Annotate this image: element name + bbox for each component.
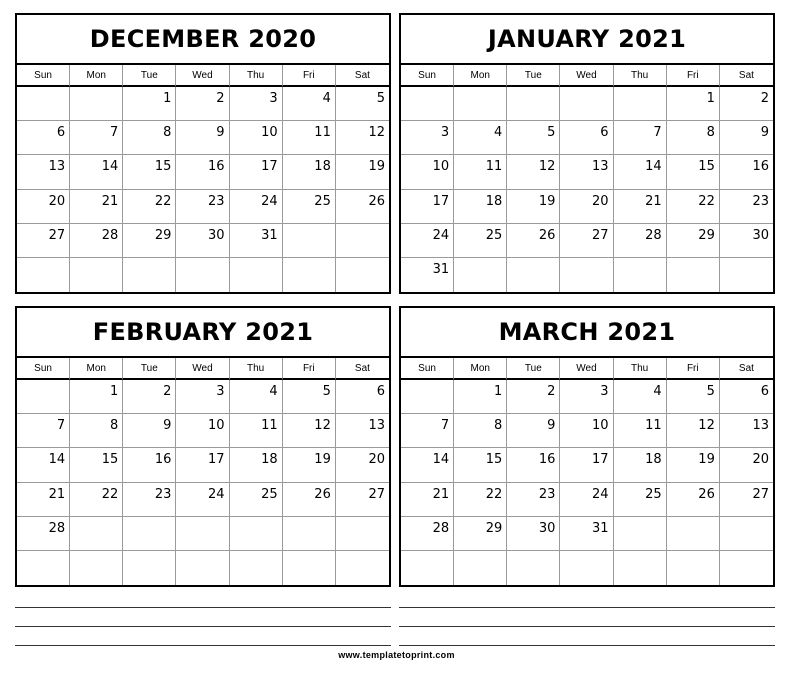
day-cell: 3 <box>401 121 454 155</box>
day-cell: 15 <box>123 155 176 189</box>
day-cell: 4 <box>614 380 667 414</box>
weekday-header: Sat <box>336 358 389 380</box>
weekday-header: Thu <box>614 358 667 380</box>
weekday-header: Wed <box>176 358 229 380</box>
day-cell: 25 <box>454 224 507 258</box>
day-cell: 30 <box>720 224 773 258</box>
day-cell: 2 <box>176 87 229 121</box>
day-cell: 30 <box>507 517 560 551</box>
day-cell: 6 <box>720 380 773 414</box>
day-cell: 12 <box>336 121 389 155</box>
day-cell: 14 <box>401 448 454 482</box>
empty-day-cell <box>283 551 336 585</box>
day-cell: 4 <box>454 121 507 155</box>
day-cell: 17 <box>230 155 283 189</box>
day-cell: 14 <box>70 155 123 189</box>
empty-day-cell <box>454 87 507 121</box>
day-cell: 5 <box>336 87 389 121</box>
weekday-header: Fri <box>283 65 336 87</box>
day-cell: 9 <box>176 121 229 155</box>
day-cell: 2 <box>507 380 560 414</box>
calendar-title: DECEMBER 2020 <box>17 15 389 65</box>
empty-day-cell <box>283 258 336 292</box>
empty-day-cell <box>70 517 123 551</box>
day-cell: 3 <box>230 87 283 121</box>
day-cell: 6 <box>17 121 70 155</box>
empty-day-cell <box>507 551 560 585</box>
day-cell: 18 <box>283 155 336 189</box>
day-cell: 7 <box>401 414 454 448</box>
weekday-header: Tue <box>123 65 176 87</box>
empty-day-cell <box>17 380 70 414</box>
calendar-march-2021 <box>399 306 775 587</box>
empty-day-cell <box>614 258 667 292</box>
day-cell: 19 <box>283 448 336 482</box>
calendar-grid <box>17 65 389 292</box>
empty-day-cell <box>336 258 389 292</box>
day-cell: 15 <box>70 448 123 482</box>
empty-day-cell <box>667 258 720 292</box>
day-cell: 6 <box>336 380 389 414</box>
empty-day-cell <box>283 224 336 258</box>
empty-day-cell <box>560 258 613 292</box>
day-cell: 28 <box>17 517 70 551</box>
day-cell: 21 <box>614 190 667 224</box>
day-cell: 20 <box>560 190 613 224</box>
day-cell: 9 <box>123 414 176 448</box>
day-cell: 5 <box>283 380 336 414</box>
day-cell: 16 <box>123 448 176 482</box>
day-cell: 28 <box>70 224 123 258</box>
day-cell: 3 <box>560 380 613 414</box>
weekday-header: Tue <box>507 358 560 380</box>
day-cell: 27 <box>17 224 70 258</box>
day-cell: 24 <box>230 190 283 224</box>
day-cell: 26 <box>507 224 560 258</box>
day-cell: 1 <box>123 87 176 121</box>
day-cell: 23 <box>507 483 560 517</box>
empty-day-cell <box>17 87 70 121</box>
day-cell: 24 <box>560 483 613 517</box>
day-cell: 15 <box>454 448 507 482</box>
calendar-december-2020 <box>15 13 391 294</box>
day-cell: 14 <box>614 155 667 189</box>
day-cell: 29 <box>123 224 176 258</box>
empty-day-cell <box>70 551 123 585</box>
calendar-title: MARCH 2021 <box>401 308 773 358</box>
weekday-header: Fri <box>283 358 336 380</box>
notes-line <box>15 607 391 608</box>
weekday-header: Wed <box>560 65 613 87</box>
empty-day-cell <box>401 380 454 414</box>
day-cell: 15 <box>667 155 720 189</box>
day-cell: 5 <box>507 121 560 155</box>
day-cell: 31 <box>230 224 283 258</box>
weekday-header: Thu <box>230 65 283 87</box>
day-cell: 25 <box>283 190 336 224</box>
weekday-header: Fri <box>667 65 720 87</box>
empty-day-cell <box>70 87 123 121</box>
weekday-header: Mon <box>70 358 123 380</box>
day-cell: 25 <box>614 483 667 517</box>
day-cell: 28 <box>614 224 667 258</box>
day-cell: 17 <box>560 448 613 482</box>
day-cell: 10 <box>401 155 454 189</box>
website-footer: www.templatetoprint.com <box>338 650 455 660</box>
weekday-header: Wed <box>176 65 229 87</box>
calendar-february-2021 <box>15 306 391 587</box>
day-cell: 23 <box>176 190 229 224</box>
weekday-header: Tue <box>507 65 560 87</box>
day-cell: 2 <box>123 380 176 414</box>
empty-day-cell <box>230 551 283 585</box>
empty-day-cell <box>614 517 667 551</box>
day-cell: 10 <box>560 414 613 448</box>
day-cell: 6 <box>560 121 613 155</box>
empty-day-cell <box>667 517 720 551</box>
day-cell: 19 <box>667 448 720 482</box>
day-cell: 24 <box>176 483 229 517</box>
empty-day-cell <box>176 517 229 551</box>
calendar-grid <box>401 358 773 585</box>
empty-day-cell <box>176 551 229 585</box>
day-cell: 12 <box>283 414 336 448</box>
day-cell: 7 <box>614 121 667 155</box>
day-cell: 9 <box>720 121 773 155</box>
empty-day-cell <box>614 551 667 585</box>
day-cell: 8 <box>70 414 123 448</box>
empty-day-cell <box>720 258 773 292</box>
empty-day-cell <box>507 258 560 292</box>
weekday-header: Sun <box>401 358 454 380</box>
notes-line <box>399 607 775 608</box>
day-cell: 7 <box>17 414 70 448</box>
day-cell: 26 <box>667 483 720 517</box>
day-cell: 29 <box>454 517 507 551</box>
weekday-header: Sun <box>17 358 70 380</box>
weekday-header: Mon <box>454 358 507 380</box>
calendar-january-2021 <box>399 13 775 294</box>
empty-day-cell <box>667 551 720 585</box>
day-cell: 27 <box>720 483 773 517</box>
day-cell: 23 <box>123 483 176 517</box>
day-cell: 16 <box>720 155 773 189</box>
empty-day-cell <box>454 258 507 292</box>
day-cell: 21 <box>17 483 70 517</box>
empty-day-cell <box>336 517 389 551</box>
empty-day-cell <box>336 551 389 585</box>
empty-day-cell <box>123 517 176 551</box>
weekday-header: Fri <box>667 358 720 380</box>
day-cell: 25 <box>230 483 283 517</box>
empty-day-cell <box>720 517 773 551</box>
weekday-header: Mon <box>70 65 123 87</box>
empty-day-cell <box>401 551 454 585</box>
empty-day-cell <box>614 87 667 121</box>
day-cell: 22 <box>123 190 176 224</box>
day-cell: 18 <box>614 448 667 482</box>
day-cell: 4 <box>283 87 336 121</box>
day-cell: 17 <box>401 190 454 224</box>
empty-day-cell <box>560 551 613 585</box>
calendar-grid <box>401 65 773 292</box>
calendar-grid <box>17 358 389 585</box>
day-cell: 4 <box>230 380 283 414</box>
day-cell: 3 <box>176 380 229 414</box>
day-cell: 11 <box>230 414 283 448</box>
empty-day-cell <box>336 224 389 258</box>
day-cell: 8 <box>123 121 176 155</box>
day-cell: 19 <box>336 155 389 189</box>
empty-day-cell <box>507 87 560 121</box>
day-cell: 13 <box>336 414 389 448</box>
day-cell: 11 <box>614 414 667 448</box>
notes-line <box>15 645 391 646</box>
day-cell: 11 <box>454 155 507 189</box>
day-cell: 9 <box>507 414 560 448</box>
empty-day-cell <box>123 258 176 292</box>
calendar-title: JANUARY 2021 <box>401 15 773 65</box>
day-cell: 20 <box>720 448 773 482</box>
day-cell: 28 <box>401 517 454 551</box>
day-cell: 30 <box>176 224 229 258</box>
day-cell: 24 <box>401 224 454 258</box>
day-cell: 1 <box>454 380 507 414</box>
day-cell: 18 <box>230 448 283 482</box>
day-cell: 22 <box>454 483 507 517</box>
notes-line <box>399 626 775 627</box>
day-cell: 22 <box>70 483 123 517</box>
day-cell: 12 <box>507 155 560 189</box>
day-cell: 20 <box>336 448 389 482</box>
empty-day-cell <box>454 551 507 585</box>
day-cell: 8 <box>667 121 720 155</box>
weekday-header: Thu <box>614 65 667 87</box>
weekday-header: Sat <box>720 65 773 87</box>
day-cell: 27 <box>336 483 389 517</box>
weekday-header: Sun <box>401 65 454 87</box>
weekday-header: Sat <box>720 358 773 380</box>
calendar-title: FEBRUARY 2021 <box>17 308 389 358</box>
day-cell: 20 <box>17 190 70 224</box>
day-cell: 18 <box>454 190 507 224</box>
weekday-header: Sun <box>17 65 70 87</box>
weekday-header: Sat <box>336 65 389 87</box>
day-cell: 13 <box>17 155 70 189</box>
day-cell: 27 <box>560 224 613 258</box>
day-cell: 26 <box>283 483 336 517</box>
day-cell: 14 <box>17 448 70 482</box>
day-cell: 21 <box>70 190 123 224</box>
empty-day-cell <box>283 517 336 551</box>
day-cell: 17 <box>176 448 229 482</box>
empty-day-cell <box>17 258 70 292</box>
day-cell: 31 <box>560 517 613 551</box>
day-cell: 26 <box>336 190 389 224</box>
day-cell: 1 <box>70 380 123 414</box>
weekday-header: Thu <box>230 358 283 380</box>
day-cell: 29 <box>667 224 720 258</box>
day-cell: 16 <box>507 448 560 482</box>
day-cell: 16 <box>176 155 229 189</box>
day-cell: 7 <box>70 121 123 155</box>
day-cell: 8 <box>454 414 507 448</box>
empty-day-cell <box>720 551 773 585</box>
day-cell: 10 <box>230 121 283 155</box>
day-cell: 11 <box>283 121 336 155</box>
empty-day-cell <box>560 87 613 121</box>
day-cell: 1 <box>667 87 720 121</box>
weekday-header: Wed <box>560 358 613 380</box>
weekday-header: Tue <box>123 358 176 380</box>
notes-line <box>399 645 775 646</box>
notes-line <box>15 626 391 627</box>
day-cell: 22 <box>667 190 720 224</box>
day-cell: 31 <box>401 258 454 292</box>
day-cell: 2 <box>720 87 773 121</box>
empty-day-cell <box>17 551 70 585</box>
day-cell: 23 <box>720 190 773 224</box>
day-cell: 10 <box>176 414 229 448</box>
empty-day-cell <box>230 517 283 551</box>
day-cell: 12 <box>667 414 720 448</box>
day-cell: 19 <box>507 190 560 224</box>
empty-day-cell <box>176 258 229 292</box>
day-cell: 13 <box>560 155 613 189</box>
day-cell: 5 <box>667 380 720 414</box>
day-cell: 13 <box>720 414 773 448</box>
weekday-header: Mon <box>454 65 507 87</box>
empty-day-cell <box>401 87 454 121</box>
empty-day-cell <box>123 551 176 585</box>
empty-day-cell <box>70 258 123 292</box>
day-cell: 21 <box>401 483 454 517</box>
empty-day-cell <box>230 258 283 292</box>
